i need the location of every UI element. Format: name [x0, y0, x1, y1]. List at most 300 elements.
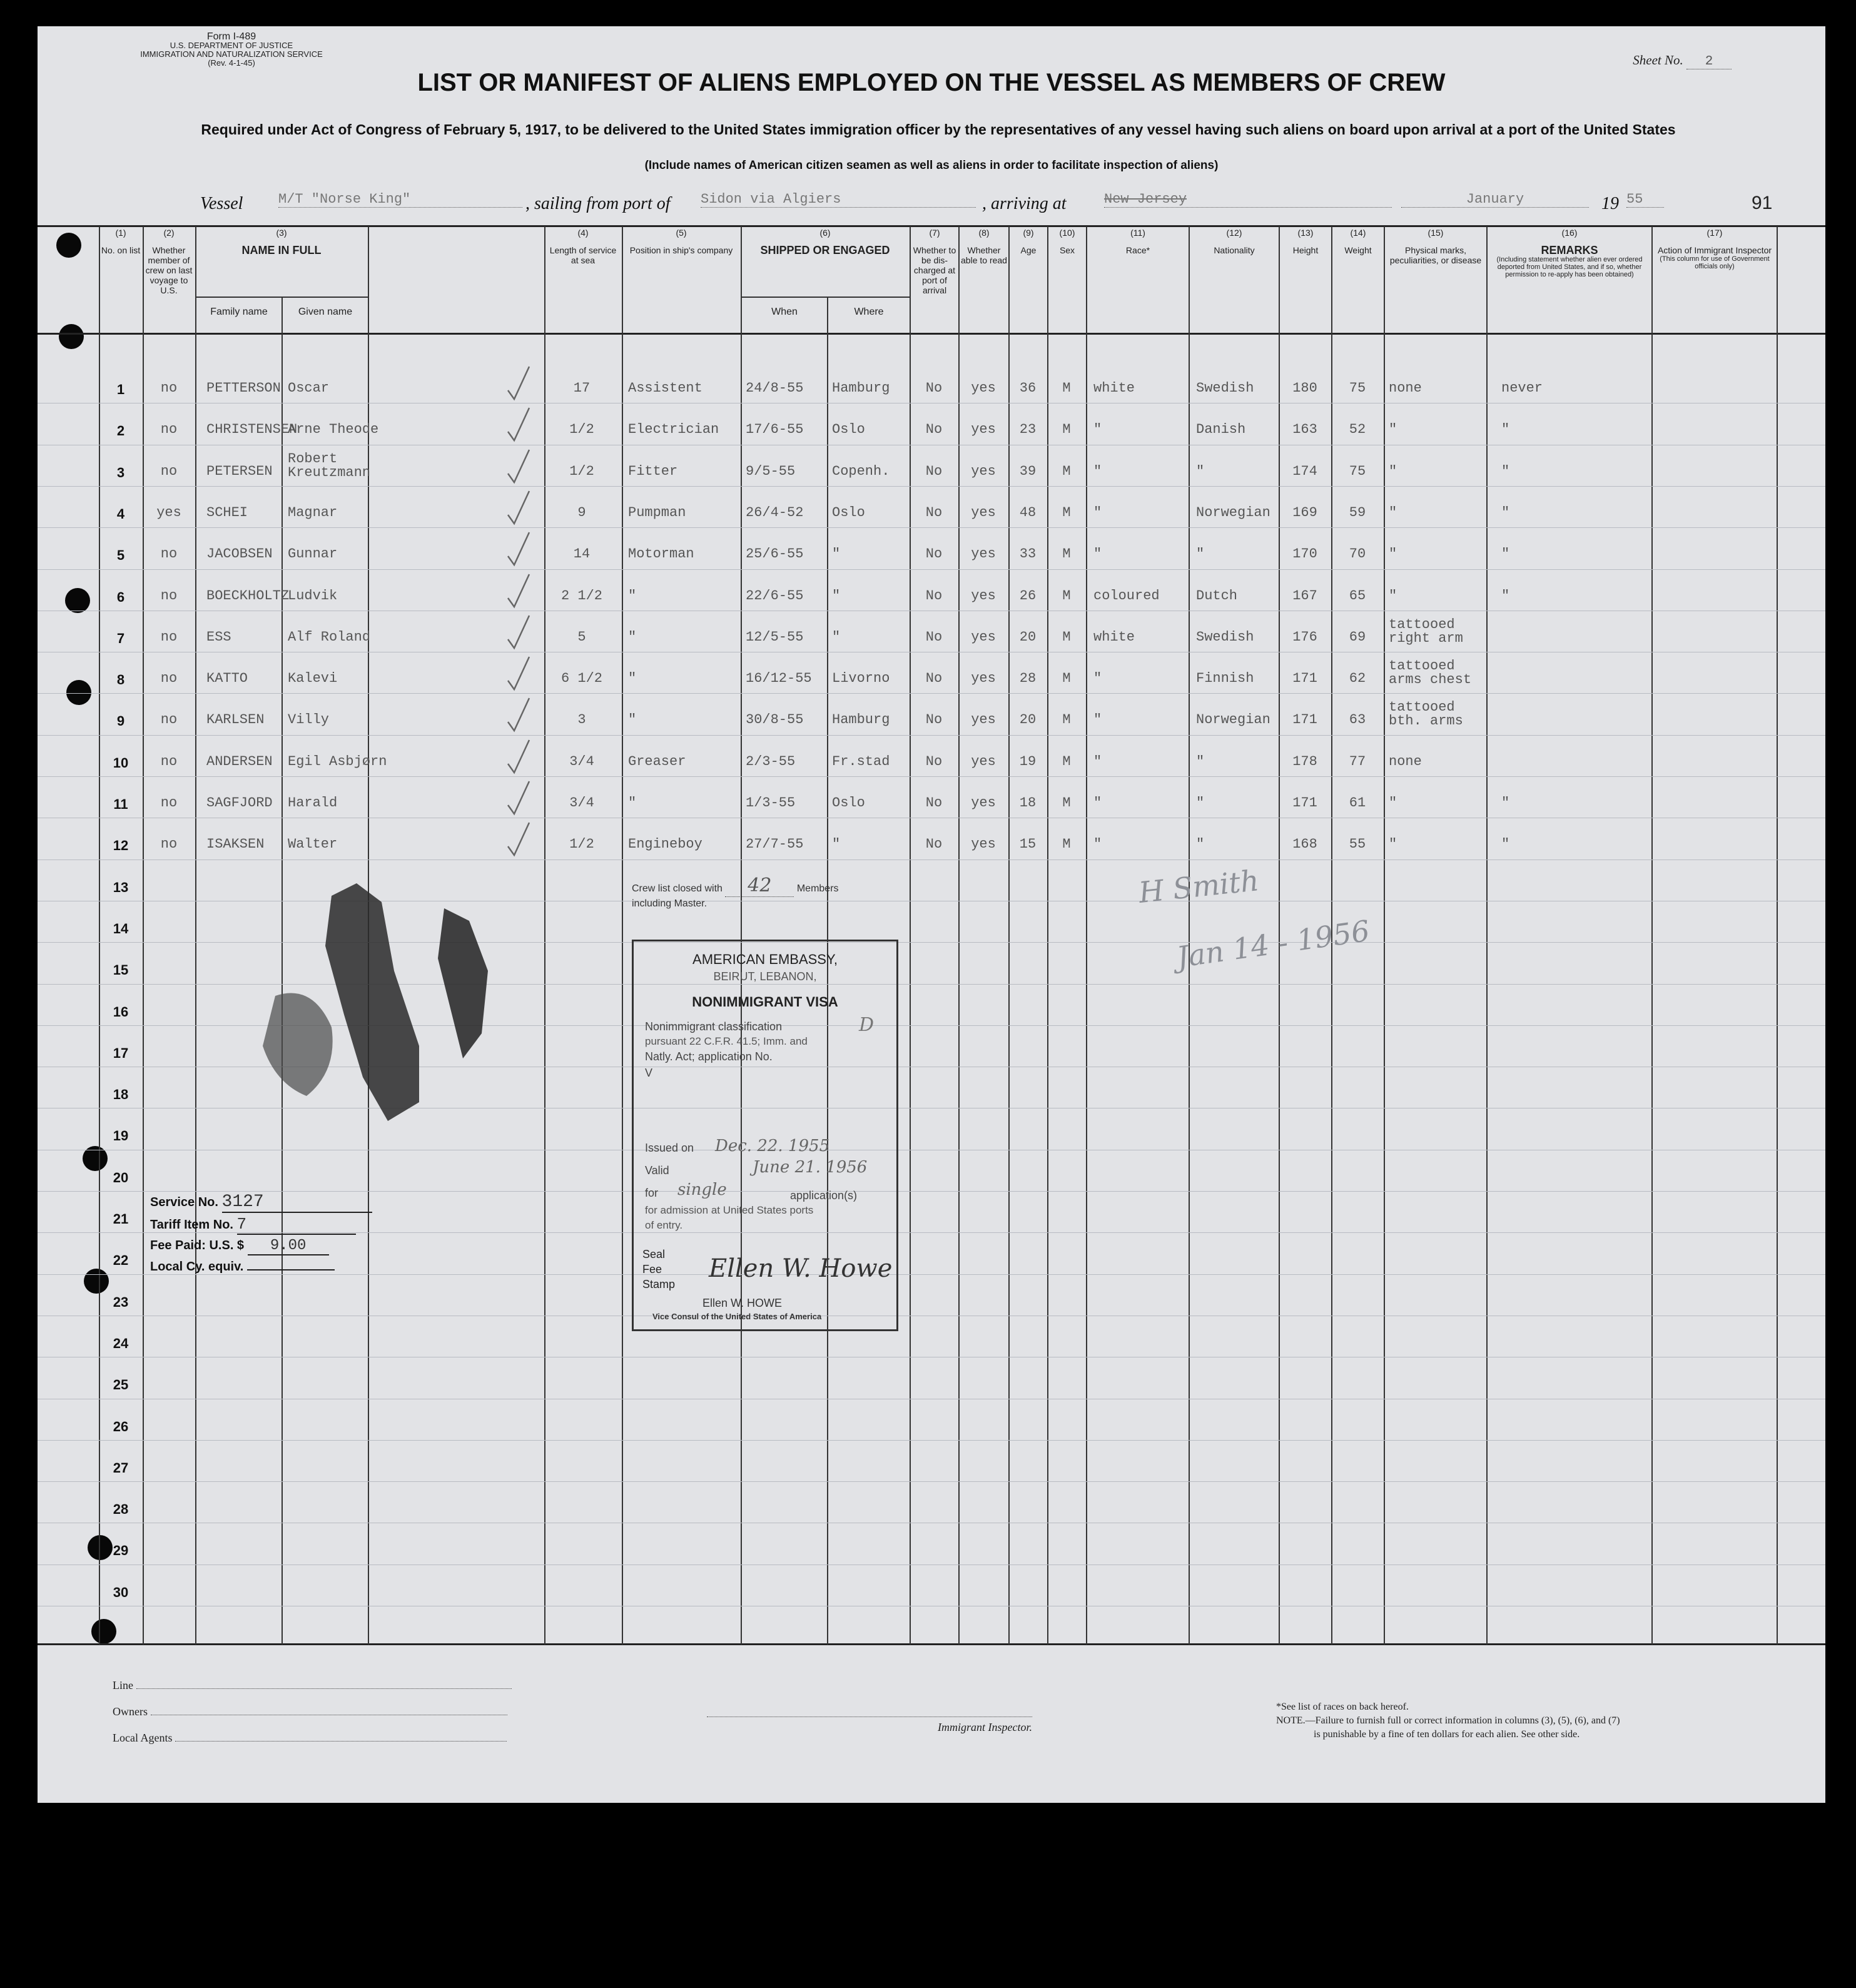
cell-weight: 61	[1349, 795, 1366, 811]
check-mark-icon	[505, 779, 530, 816]
cell-age: 26	[1019, 587, 1037, 604]
row-rule	[38, 693, 1825, 694]
cell-race: "	[1093, 546, 1102, 562]
cell-when: 1/3-55	[746, 795, 796, 811]
cell-marks: "	[1389, 546, 1397, 562]
cell-when: 27/7-55	[746, 836, 804, 853]
row-number: 17	[113, 1045, 129, 1061]
fee-service: Service No. 3127	[150, 1192, 372, 1213]
cell-remarks: "	[1501, 795, 1510, 811]
row-number: 30	[113, 1584, 129, 1600]
cell-read: yes	[971, 463, 996, 479]
stamp-class-hand: D	[859, 1014, 875, 1036]
check-mark-icon	[505, 820, 530, 858]
cell-marks: tattooed right arm	[1389, 616, 1463, 646]
row-number: 14	[113, 920, 129, 936]
cell-height: 171	[1292, 671, 1317, 687]
col-header-remarks: (16) REMARKS (Including statement whether alien ever ordered deported from United States, and if so, whether permission to re-apply has been obtained)	[1496, 228, 1643, 278]
cell-service: 3/4	[569, 753, 594, 769]
col-header-race: (11) Race*	[1125, 228, 1150, 255]
check-mark-icon	[505, 364, 530, 402]
cell-last: no	[160, 546, 178, 562]
cell-service: 1/2	[569, 422, 594, 438]
cell-last: no	[160, 712, 178, 728]
sailing-label: , sailing from port of	[525, 194, 671, 213]
column-divider	[1651, 226, 1653, 1645]
inspector-signature: H Smith	[1137, 863, 1260, 910]
cell-marks: none	[1389, 380, 1422, 396]
cell-when: 24/8-55	[746, 380, 804, 396]
cell-last: no	[160, 380, 178, 396]
cell-height: 171	[1292, 712, 1317, 728]
cell-where: Hamburg	[832, 380, 890, 396]
column-divider	[1486, 226, 1488, 1645]
col-header-inspector: (17) Action of Immigrant Inspector (This column for use of Government officials only)	[1657, 228, 1772, 270]
row-number: 10	[113, 754, 129, 771]
sheet-number-label: Sheet No.	[1633, 53, 1683, 68]
col-header-height: (13) Height	[1292, 228, 1319, 255]
cell-last: no	[160, 629, 178, 645]
punch-hole	[91, 1619, 116, 1644]
cell-discharge: No	[925, 836, 943, 853]
cell-sex: M	[1062, 422, 1071, 438]
vessel-label: Vessel	[200, 194, 243, 213]
punch-hole	[56, 233, 81, 258]
cell-service: 3	[577, 712, 586, 728]
cell-discharge: No	[925, 587, 943, 604]
form-identifier	[106, 33, 357, 68]
cell-nationality: "	[1196, 795, 1205, 811]
cell-height: 180	[1292, 380, 1317, 396]
punch-hole	[84, 1269, 109, 1294]
col-header-family-name: Family name	[210, 307, 268, 317]
cell-remarks: never	[1501, 380, 1543, 396]
cell-race: "	[1093, 753, 1102, 769]
cell-position: Pumpman	[628, 504, 686, 520]
check-mark-icon	[505, 447, 530, 485]
cell-nationality: "	[1196, 546, 1205, 562]
cell-age: 15	[1019, 836, 1037, 853]
col-header-where: Where	[854, 307, 884, 317]
cell-weight: 52	[1349, 422, 1366, 438]
footer-rule	[38, 1643, 1825, 1645]
cell-position: Motorman	[628, 546, 694, 562]
cell-sex: M	[1062, 753, 1071, 769]
crew-list-suffix: Members	[796, 883, 839, 894]
cell-family: BOECKHOLTZ	[206, 587, 290, 604]
cell-age: 19	[1019, 753, 1037, 769]
col-header-age: (9) Age	[1020, 228, 1037, 255]
stamp-signer-name: Ellen W. HOWE	[702, 1297, 783, 1309]
cell-nationality: Danish	[1196, 422, 1246, 438]
form-service: IMMIGRATION AND NATURALIZATION SERVICE	[140, 49, 323, 59]
check-mark-icon	[505, 696, 530, 733]
row-number: 24	[113, 1335, 129, 1351]
page-subtitle: Required under Act of Congress of February 5, 1917, to be delivered to the United States immigration officer by the representatives of any vessel having such aliens on board upon arrival at a port of the United States	[201, 121, 1676, 138]
cell-marks: "	[1389, 587, 1397, 604]
cell-remarks: "	[1501, 463, 1510, 479]
stamp-city: BEIRUT, LEBANON,	[713, 970, 817, 983]
cell-marks: "	[1389, 836, 1397, 853]
row-number: 25	[113, 1377, 129, 1393]
cell-family: PETERSEN	[206, 463, 273, 479]
cell-service: 1/2	[569, 836, 594, 853]
cell-position: "	[628, 587, 637, 604]
cell-last: yes	[156, 504, 181, 520]
cell-race: coloured	[1093, 587, 1160, 604]
cell-remarks: "	[1501, 836, 1510, 853]
cell-given: Ludvik	[288, 587, 338, 604]
sheet-number-value: 2	[1686, 54, 1732, 69]
punch-hole	[59, 324, 84, 349]
cell-last: no	[160, 671, 178, 687]
row-rule	[38, 569, 1825, 570]
page-title: LIST OR MANIFEST OF ALIENS EMPLOYED ON THE VESSEL AS MEMBERS OF CREW	[417, 69, 1446, 96]
cell-discharge: No	[925, 629, 943, 645]
cell-last: no	[160, 795, 178, 811]
cell-given: Magnar	[288, 504, 338, 520]
cell-family: SAGFJORD	[206, 795, 273, 811]
cell-nationality: Swedish	[1196, 629, 1254, 645]
cell-marks: "	[1389, 504, 1397, 520]
punch-hole	[66, 680, 91, 705]
cell-weight: 77	[1349, 753, 1366, 769]
service-number: 3127	[222, 1192, 372, 1213]
cell-weight: 69	[1349, 629, 1366, 645]
arriving-label: , arriving at	[982, 194, 1067, 213]
cell-discharge: No	[925, 712, 943, 728]
cell-discharge: No	[925, 504, 943, 520]
row-number: 3	[116, 464, 125, 480]
check-mark-icon	[505, 738, 530, 775]
cell-race: "	[1093, 463, 1102, 479]
row-number: 12	[113, 838, 129, 854]
cell-sex: M	[1062, 836, 1071, 853]
row-number: 22	[113, 1252, 129, 1269]
cell-sex: M	[1062, 795, 1071, 811]
row-number: 1	[116, 382, 125, 397]
cell-nationality: Norwegian	[1196, 504, 1270, 520]
cell-read: yes	[971, 422, 996, 438]
cell-discharge: No	[925, 546, 943, 562]
check-mark-icon	[505, 572, 530, 609]
row-number: 13	[113, 879, 129, 895]
cell-height: 176	[1292, 629, 1317, 645]
stamp-application-1: application(s)	[790, 1189, 858, 1202]
stamp-for-label: for	[645, 1187, 659, 1199]
cell-nationality: "	[1196, 463, 1205, 479]
cell-service: 1/2	[569, 463, 594, 479]
stamp-embassy: AMERICAN EMBASSY,	[692, 951, 838, 967]
cell-given: Arne Theode	[288, 422, 379, 438]
vessel-name: M/T "Norse King"	[278, 191, 522, 208]
column-divider	[910, 226, 911, 1645]
col-header-position: (5) Position in ship's company	[629, 228, 733, 255]
cell-service: 17	[573, 380, 591, 396]
cell-position: Assistent	[628, 380, 702, 396]
header-bottom-rule	[38, 333, 1825, 335]
column-divider	[143, 226, 144, 1645]
cell-height: 178	[1292, 753, 1317, 769]
cell-marks: "	[1389, 795, 1397, 811]
column-divider	[741, 226, 742, 1645]
ink-stamp-blot	[238, 871, 525, 1133]
cell-weight: 65	[1349, 587, 1366, 604]
cell-when: 25/6-55	[746, 546, 804, 562]
cell-race: "	[1093, 795, 1102, 811]
cell-age: 23	[1019, 422, 1037, 438]
cell-given: Walter	[288, 836, 338, 853]
cell-where: Oslo	[832, 422, 865, 438]
col-header-last-voyage: (2) Whether member of crew on last voyage to U.S.	[145, 228, 193, 295]
cell-when: 26/4-52	[746, 504, 804, 520]
row-number: 16	[113, 1003, 129, 1020]
cell-position: "	[628, 629, 637, 645]
cell-weight: 62	[1349, 671, 1366, 687]
cell-remarks: "	[1501, 422, 1510, 438]
cell-weight: 55	[1349, 836, 1366, 853]
stamp-valid-label: Valid	[645, 1164, 669, 1177]
row-rule	[38, 1481, 1825, 1482]
cell-nationality: Swedish	[1196, 380, 1254, 396]
row-number: 2	[116, 423, 125, 439]
cell-position: Greaser	[628, 753, 686, 769]
cell-race: "	[1093, 836, 1102, 853]
cell-race: white	[1093, 380, 1135, 396]
cell-service: 3/4	[569, 795, 594, 811]
check-mark-icon	[505, 489, 530, 526]
visa-stamp	[632, 940, 898, 1331]
cell-read: yes	[971, 753, 996, 769]
cell-sex: M	[1062, 380, 1071, 396]
cell-service: 14	[573, 546, 591, 562]
footer-note-1: NOTE.—Failure to furnish full or correct information in columns (3), (5), (6), and (7)	[1276, 1715, 1620, 1726]
cell-when: 30/8-55	[746, 712, 804, 728]
row-number: 8	[116, 672, 125, 688]
crew-list-prefix: Crew list closed with	[632, 883, 723, 894]
stamp-issued-label: Issued on	[645, 1142, 694, 1154]
cell-height: 171	[1292, 795, 1317, 811]
cell-service: 6 1/2	[560, 671, 602, 687]
cell-read: yes	[971, 629, 996, 645]
cell-discharge: No	[925, 463, 943, 479]
stamp-application-2: for admission at United States ports	[645, 1204, 814, 1216]
row-rule	[38, 776, 1825, 777]
cell-where: "	[832, 836, 841, 853]
row-rule	[38, 1191, 1825, 1192]
cell-remarks: "	[1501, 546, 1510, 562]
cell-where: Livorno	[832, 671, 890, 687]
row-number: 11	[113, 796, 128, 812]
cell-when: 16/12-55	[746, 671, 812, 687]
stamp-class-3: Natly. Act; application No.	[645, 1050, 773, 1063]
cell-given: Kalevi	[288, 671, 338, 687]
cell-family: ESS	[206, 629, 231, 645]
tariff-item: 7	[237, 1215, 356, 1235]
cell-height: 174	[1292, 463, 1317, 479]
cell-discharge: No	[925, 795, 943, 811]
cell-last: no	[160, 587, 178, 604]
cell-family: ISAKSEN	[206, 836, 265, 853]
cell-age: 36	[1019, 380, 1037, 396]
cell-age: 20	[1019, 712, 1037, 728]
cell-position: Fitter	[628, 463, 678, 479]
cell-where: Oslo	[832, 504, 865, 520]
cell-where: "	[832, 629, 841, 645]
col-header-sex: (10) Sex	[1059, 228, 1075, 255]
col-header-given-name: Given name	[298, 307, 353, 317]
col-header-weight: (14) Weight	[1344, 228, 1372, 255]
sheet-number	[1633, 53, 1732, 69]
cell-read: yes	[971, 587, 996, 604]
footer-inspector: Immigrant Inspector.	[707, 1717, 1032, 1734]
cell-sex: M	[1062, 671, 1071, 687]
cell-read: yes	[971, 836, 996, 853]
cell-given: Robert Kreutzmann	[288, 450, 371, 480]
row-number: 6	[116, 589, 125, 605]
row-number: 18	[113, 1087, 129, 1103]
shipped-subheader-rule	[741, 297, 910, 298]
row-rule	[38, 527, 1825, 528]
cell-remarks: "	[1501, 504, 1510, 520]
cell-when: 22/6-55	[746, 587, 804, 604]
check-mark-icon	[505, 613, 530, 651]
cell-family: ANDERSEN	[206, 753, 273, 769]
cell-where: "	[832, 546, 841, 562]
footer-agents: Local Agents	[113, 1732, 507, 1745]
cell-age: 39	[1019, 463, 1037, 479]
row-number: 7	[116, 630, 125, 646]
cell-sex: M	[1062, 504, 1071, 520]
cell-position: Electrician	[628, 422, 719, 438]
cell-family: KARLSEN	[206, 712, 265, 728]
cell-last: no	[160, 422, 178, 438]
cell-family: SCHEI	[206, 504, 248, 520]
column-divider	[1008, 226, 1010, 1645]
fee-tariff: Tariff Item No. 7	[150, 1215, 356, 1235]
fee-amount: 9.00	[248, 1237, 329, 1255]
cell-height: 168	[1292, 836, 1317, 853]
stamp-seal: Seal	[642, 1248, 666, 1260]
cell-discharge: No	[925, 753, 943, 769]
col-header-read: (8) Whether able to read	[961, 228, 1007, 265]
form-number: Form I-489	[206, 31, 256, 42]
cell-family: CHRISTENSEN	[206, 422, 298, 438]
cell-sex: M	[1062, 463, 1071, 479]
fee-paid: Fee Paid: U.S. $ 9.00	[150, 1237, 329, 1255]
cell-discharge: No	[925, 422, 943, 438]
col-header-name: (3) NAME IN FULL	[241, 228, 322, 256]
cell-nationality: "	[1196, 836, 1205, 853]
cell-weight: 59	[1349, 504, 1366, 520]
cell-height: 169	[1292, 504, 1317, 520]
cell-given: Oscar	[288, 380, 330, 396]
cell-discharge: No	[925, 671, 943, 687]
crew-list-closed	[632, 875, 839, 910]
cell-where: Oslo	[832, 795, 865, 811]
footer-note-2: is punishable by a fine of ten dollars for each alien. See other side.	[1314, 1729, 1580, 1740]
col-header-service: (4) Length of service at sea	[549, 228, 617, 265]
check-mark-icon	[505, 654, 530, 692]
cell-nationality: Dutch	[1196, 587, 1238, 604]
cell-given: Egil Asbjørn	[288, 753, 387, 769]
footer-owners: Owners	[113, 1705, 507, 1718]
cell-given: Gunnar	[288, 546, 338, 562]
cell-age: 18	[1019, 795, 1037, 811]
stamp-class-2: pursuant 22 C.F.R. 41.5; Imm. and	[645, 1035, 808, 1047]
row-number: 19	[113, 1128, 129, 1144]
header-top-rule	[38, 225, 1825, 227]
cell-family: KATTO	[206, 671, 248, 687]
col-header-shipped: (6) SHIPPED OR ENGAGED	[760, 228, 890, 256]
cell-where: Fr.stad	[832, 753, 890, 769]
cell-family: JACOBSEN	[206, 546, 273, 562]
cell-when: 2/3-55	[746, 753, 796, 769]
cell-read: yes	[971, 795, 996, 811]
cell-discharge: No	[925, 380, 943, 396]
cell-sex: M	[1062, 629, 1071, 645]
cell-read: yes	[971, 504, 996, 520]
cell-service: 5	[577, 629, 586, 645]
column-divider	[1777, 226, 1778, 1645]
name-subheader-rule	[195, 297, 368, 298]
cell-given: Harald	[288, 795, 338, 811]
stamp-valid-value: June 21. 1956	[753, 1158, 868, 1177]
footer-races: *See list of races on back hereof.	[1276, 1701, 1409, 1712]
punch-hole	[65, 588, 90, 613]
cell-read: yes	[971, 546, 996, 562]
cell-marks: "	[1389, 463, 1397, 479]
sailing-port: Sidon via Algiers	[701, 191, 976, 208]
cell-when: 9/5-55	[746, 463, 796, 479]
row-number: 29	[113, 1543, 129, 1559]
cell-race: white	[1093, 629, 1135, 645]
cell-where: Copenh.	[832, 463, 890, 479]
row-rule	[38, 486, 1825, 487]
cell-position: "	[628, 795, 637, 811]
stamp-class-1: Nonimmigrant classification	[645, 1020, 783, 1033]
row-number: 26	[113, 1418, 129, 1434]
cell-service: 2 1/2	[560, 587, 602, 604]
row-number: 15	[113, 962, 129, 978]
column-divider	[1047, 226, 1048, 1645]
cell-when: 12/5-55	[746, 629, 804, 645]
cell-family: PETTERSON	[206, 380, 281, 396]
column-divider	[1189, 226, 1190, 1645]
cell-read: yes	[971, 712, 996, 728]
cell-nationality: "	[1196, 753, 1205, 769]
column-divider	[544, 226, 545, 1645]
cell-read: yes	[971, 671, 996, 687]
arriving-port: New Jersey	[1104, 191, 1392, 208]
cell-race: "	[1093, 504, 1102, 520]
cell-where: "	[832, 587, 841, 604]
stamp-class-4: V	[645, 1067, 653, 1079]
cell-given: Villy	[288, 712, 330, 728]
cell-age: 28	[1019, 671, 1037, 687]
row-number: 23	[113, 1294, 129, 1310]
cell-height: 163	[1292, 422, 1317, 438]
col-header-physical-marks: (15) Physical marks, peculiarities, or disease	[1389, 228, 1482, 265]
fee-local: Local Cy. equiv.	[150, 1260, 335, 1274]
cell-height: 170	[1292, 546, 1317, 562]
cell-position: Engineboy	[628, 836, 702, 853]
stamp-issued-value: Dec. 22. 1955	[715, 1137, 830, 1155]
cell-age: 33	[1019, 546, 1037, 562]
cell-race: "	[1093, 671, 1102, 687]
stamp-application-3: of entry.	[645, 1219, 683, 1231]
year-prefix: 19	[1601, 194, 1619, 213]
